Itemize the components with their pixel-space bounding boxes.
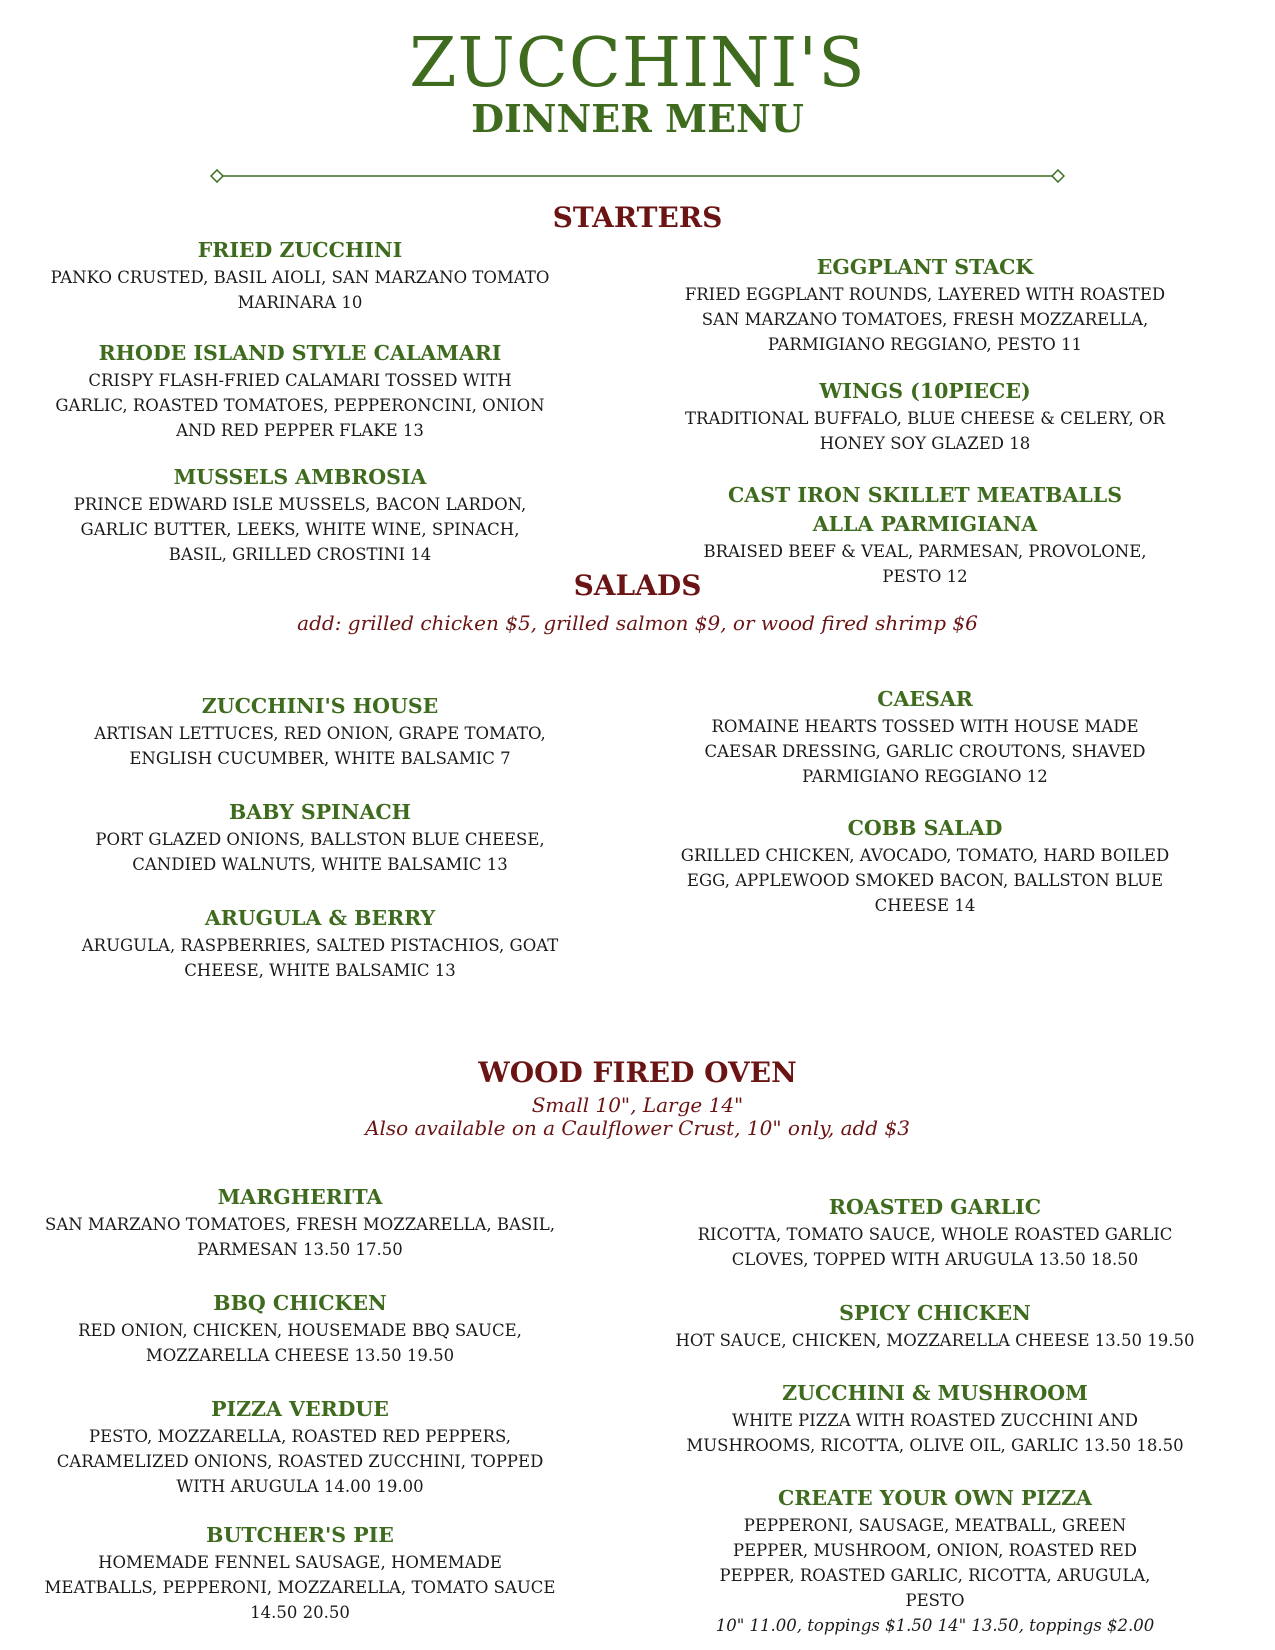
item-name: ZUCCHINI'S HOUSE: [201, 694, 439, 718]
menu-item-house-salad: [60, 692, 580, 771]
salads-addon-note: add: grilled chicken $5, grilled salmon $9, or wood fired shrimp $6: [297, 611, 978, 635]
menu-item-margherita: [40, 1183, 560, 1262]
item-description: ARUGULA, RASPBERRIES, SALTED PISTACHIOS, GOAT CHEESE, WHITE BALSAMIC 13: [81, 936, 559, 980]
menu-item-spicy-chicken: [675, 1299, 1195, 1353]
menu-item-bbq-chicken: [40, 1289, 560, 1368]
item-description: HOT SAUCE, CHICKEN, MOZZARELLA CHEESE 13.50 19.50: [675, 1331, 1195, 1350]
menu-item-roasted-garlic: [675, 1193, 1195, 1272]
item-description: WHITE PIZZA WITH ROASTED ZUCCHINI AND MUSHROOMS, RICOTTA, OLIVE OIL, GARLIC 13.50 18.50: [686, 1411, 1184, 1455]
item-name: CAST IRON SKILLET MEATBALLS ALLA PARMIGIANA: [727, 483, 1123, 536]
item-description: PANKO CRUSTED, BASIL AIOLI, SAN MARZANO TOMATO MARINARA 10: [50, 268, 550, 312]
item-name: MUSSELS AMBROSIA: [173, 465, 427, 489]
menu-item-caesar: [675, 685, 1175, 789]
menu-item-pizza-verdue: [30, 1395, 570, 1499]
item-description: SAN MARZANO TOMATOES, FRESH MOZZARELLA, BASIL, PARMESAN 13.50 17.50: [45, 1215, 555, 1259]
item-name: SPICY CHICKEN: [839, 1301, 1031, 1325]
section-title-wood-fired: WOOD FIRED OVEN: [478, 1056, 797, 1089]
item-name: ZUCCHINI & MUSHROOM: [782, 1381, 1088, 1405]
menu-item-mussels: [50, 463, 550, 567]
cauliflower-crust-note: Also available on a Caulflower Crust, 10" only, add $3: [365, 1116, 910, 1140]
item-name: BABY SPINACH: [228, 800, 412, 824]
menu-item-wings: [675, 377, 1175, 456]
item-name: COBB SALAD: [847, 816, 1003, 840]
item-description: PESTO, MOZZARELLA, ROASTED RED PEPPERS, CARAMELIZED ONIONS, ROASTED ZUCCHINI, TOPPED WITH ARUGULA 14.00 19.00: [56, 1427, 544, 1496]
item-description: PRINCE EDWARD ISLE MUSSELS, BACON LARDON, GARLIC BUTTER, LEEKS, WHITE WINE, SPINACH, BASIL, GRILLED CROSTINI 14: [73, 495, 527, 564]
menu-title: DINNER MENU: [471, 96, 804, 141]
item-name: ROASTED GARLIC: [828, 1195, 1042, 1219]
item-name: ARUGULA & BERRY: [204, 906, 436, 930]
section-title-salads: SALADS: [573, 569, 702, 602]
item-name: PIZZA VERDUE: [211, 1397, 389, 1421]
item-description: RICOTTA, TOMATO SAUCE, WHOLE ROASTED GARLIC CLOVES, TOPPED WITH ARUGULA 13.50 18.50: [697, 1225, 1173, 1269]
item-description: ARTISAN LETTUCES, RED ONION, GRAPE TOMATO, ENGLISH CUCUMBER, WHITE BALSAMIC 7: [94, 724, 546, 768]
section-title-starters: STARTERS: [552, 201, 723, 234]
menu-item-butchers-pie: [40, 1521, 560, 1625]
pizza-size-note: Small 10", Large 14": [531, 1093, 744, 1117]
item-description: HOMEMADE FENNEL SAUSAGE, HOMEMADE MEATBALLS, PEPPERONI, MOZZARELLA, TOMATO SAUCE 14.50 20.50: [44, 1553, 556, 1622]
item-name: WINGS (10PIECE): [819, 379, 1031, 403]
item-description: FRIED EGGPLANT ROUNDS, LAYERED WITH ROASTED SAN MARZANO TOMATOES, FRESH MOZZARELLA, PARMIGIANO REGGIANO, PESTO 11: [684, 285, 1166, 354]
item-name: CAESAR: [877, 687, 973, 711]
menu-item-cobb-salad: [670, 814, 1180, 918]
item-description: BRAISED BEEF & VEAL, PARMESAN, PROVOLONE, PESTO 12: [703, 542, 1147, 586]
item-description: CRISPY FLASH-FRIED CALAMARI TOSSED WITH GARLIC, ROASTED TOMATOES, PEPPERONCINI, ONION AND RED PEPPER FLAKE 13: [55, 371, 545, 440]
item-description: TRADITIONAL BUFFALO, BLUE CHEESE & CELERY, OR HONEY SOY GLAZED 18: [685, 409, 1165, 453]
menu-item-zucchini-mushroom: [675, 1379, 1195, 1458]
item-description: PORT GLAZED ONIONS, BALLSTON BLUE CHEESE, CANDIED WALNUTS, WHITE BALSAMIC 13: [95, 830, 545, 874]
item-description: GRILLED CHICKEN, AVOCADO, TOMATO, HARD BOILED EGG, APPLEWOOD SMOKED BACON, BALLSTON BLUE CHEESE 14: [680, 846, 1170, 915]
item-name: EGGPLANT STACK: [816, 255, 1034, 279]
topping-price-note: 10" 11.00, toppings $1.50 14" 13.50, toppings $2.00: [715, 1616, 1155, 1635]
item-description: PEPPERONI, SAUSAGE, MEATBALL, GREEN PEPPER, MUSHROOM, ONION, ROASTED RED PEPPER, ROASTED GARLIC, RICOTTA, ARUGULA, PESTO: [719, 1516, 1151, 1610]
menu-item-eggplant-stack: [675, 253, 1175, 357]
item-name: BUTCHER'S PIE: [206, 1523, 394, 1547]
item-name: BBQ CHICKEN: [213, 1291, 387, 1315]
item-description: ROMAINE HEARTS TOSSED WITH HOUSE MADE CAESAR DRESSING, GARLIC CROUTONS, SHAVED PARMIGIANO REGGIANO 12: [704, 717, 1146, 786]
menu-item-arugula-berry: [60, 904, 580, 983]
item-name: MARGHERITA: [217, 1185, 383, 1209]
item-name: CREATE YOUR OWN PIZZA: [778, 1486, 1092, 1510]
item-description: RED ONION, CHICKEN, HOUSEMADE BBQ SAUCE, MOZZARELLA CHEESE 13.50 19.50: [78, 1321, 522, 1365]
item-name: RHODE ISLAND STYLE CALAMARI: [98, 341, 502, 365]
item-name: FRIED ZUCCHINI: [197, 238, 403, 262]
menu-item-calamari: [50, 339, 550, 443]
menu-item-fried-zucchini: [50, 236, 550, 315]
restaurant-name: ZUCCHINI'S: [409, 24, 866, 103]
menu-item-create-your-own: [705, 1484, 1165, 1638]
divider-ornament: [210, 169, 1065, 183]
menu-item-baby-spinach: [60, 798, 580, 877]
